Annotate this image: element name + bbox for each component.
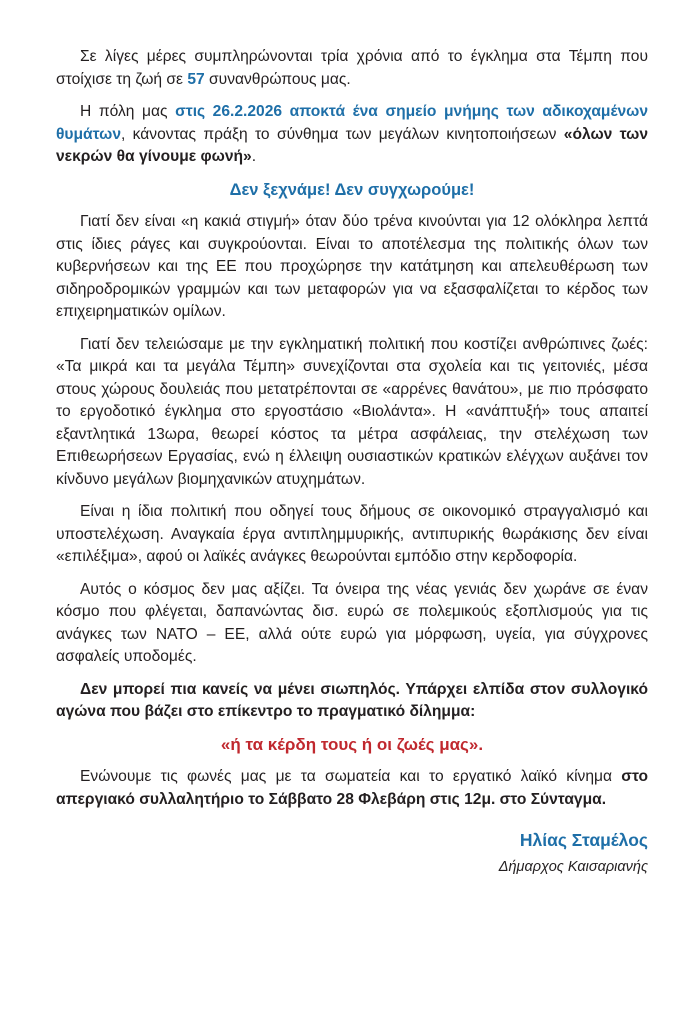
intro-text-end: συνανθρώπους μας. bbox=[204, 70, 351, 88]
paragraph-accident-cause: Γιατί δεν είναι «η κακιά στιγμή» όταν δύο τρένα κινούνται για 12 ολόκληρα λεπτά στις ίδιες ράγες και συγκρούονται. Είναι το αποτέλεσμα της πολιτικής όλων των κυβερνήσεων και της ΕΕ που προχώρησε την κατάτμηση και απελευθέρωση των σιδηροδρομικών γραμμών και των μεταφορών για να εξασφαλίζεται το κέρδος των επιχειρηματικών ομίλων. bbox=[56, 213, 648, 320]
memorial-text-end: . bbox=[251, 148, 257, 165]
signature-role: Δήμαρχος Καισαριανής bbox=[498, 858, 648, 875]
heading-not-forget: Δεν ξεχνάμε! Δεν συγχωρούμε! bbox=[229, 180, 475, 199]
memorial-text-mid: , κάνοντας πράξη το σύνθημα των μεγάλων κινητοποιήσεων bbox=[121, 125, 564, 143]
paragraph-municipalities: Είναι η ίδια πολιτική που οδηγεί τους δήμους σε οικονομικό στραγγαλισμό και υποστελέχωση. Αναγκαία έργα αντιπλημμυρικής, αντιπυρικής θωράκισης δεν είναι «επιλέξιμα», αφού οι λαϊκές ανάγκες θεωρούνται εμπόδιο στην κερδοφορία. bbox=[56, 503, 648, 565]
paragraph-memorial bbox=[56, 101, 648, 169]
paragraph-criminal-policy: Γιατί δεν τελειώσαμε με την εγκληματική πολιτική που κοστίζει ανθρώπινες ζωές: «Τα μικρά και τα μεγάλα Τέμπη» συνεχίζονται στα σχολεία και τις γειτονιές, μέσα στους χώρους δουλειάς που μετατρέπονται σε «αρρένες θανάτου», με πιο πρόσφατο το εργοδοτικό έγκλημα στο εργοστάσιο «Βιολάντα». Η «ανάπτυξή» τους απαιτεί εξαντλητικά 13ωρα, θεωρεί κόστος τα μέτρα ασφάλειας, την στελέχωση των Επιθεωρήσεων Εργασίας, ενώ η έλλειψη ουσιαστικών κρατικών ελέγχων αυξάνει τον κίνδυνο μεγάλων βιομηχανικών ατυχημάτων. bbox=[56, 335, 648, 488]
paragraph-silence: Δεν μπορεί πια κανείς να μένει σιωπηλός. Υπάρχει ελπίδα στον συλλογικό αγώνα που βάζει στο επίκεντρο το πραγματικό δίλημμα: bbox=[56, 680, 648, 720]
paragraph-world: Αυτός ο κόσμος δεν μας αξίζει. Τα όνειρα της νέας γενιάς δεν χωράνε σε έναν κόσμο που φλέγεται, δαπανώντας δισ. ευρώ σε πολεμικούς εξοπλισμούς για τις ανάγκες των ΝΑΤΟ – ΕΕ, αλλά ούτε ευρώ για μόρφωση, υγεία, για σύγχρονες ασφαλείς υποδομές. bbox=[56, 580, 648, 665]
heading-dilemma: «ή τα κέρδη τους ή οι ζωές μας». bbox=[220, 734, 484, 754]
memorial-slogan: «όλων των νεκρών θα γίνουμε φωνή» bbox=[56, 125, 648, 165]
victims-count: 57 bbox=[187, 70, 205, 88]
memorial-highlight: στις 26.2.2026 αποκτά ένα σημείο μνήμης των αδικοχαμένων θυμάτων bbox=[56, 103, 648, 143]
memorial-text: Η πόλη μας bbox=[80, 103, 176, 120]
signature-name: Ηλίας Σταμέλος bbox=[519, 830, 648, 850]
rally-details: στο απεργιακό συλλαλητήριο το Σάββατο 28 Φλεβάρη στις 12μ. στο Σύνταγμα. bbox=[56, 768, 648, 808]
rally-text: Ενώνουμε τις φωνές μας με τα σωματεία και το εργατικό λαϊκό κίνημα bbox=[80, 768, 622, 785]
paragraph-intro bbox=[56, 46, 648, 91]
intro-text: Σε λίγες μέρες συμπληρώνονται τρία χρόνια από το έγκλημα στα Τέμπη που στοίχισε τη ζωή σε bbox=[56, 48, 648, 88]
paragraph-rally bbox=[56, 766, 648, 811]
